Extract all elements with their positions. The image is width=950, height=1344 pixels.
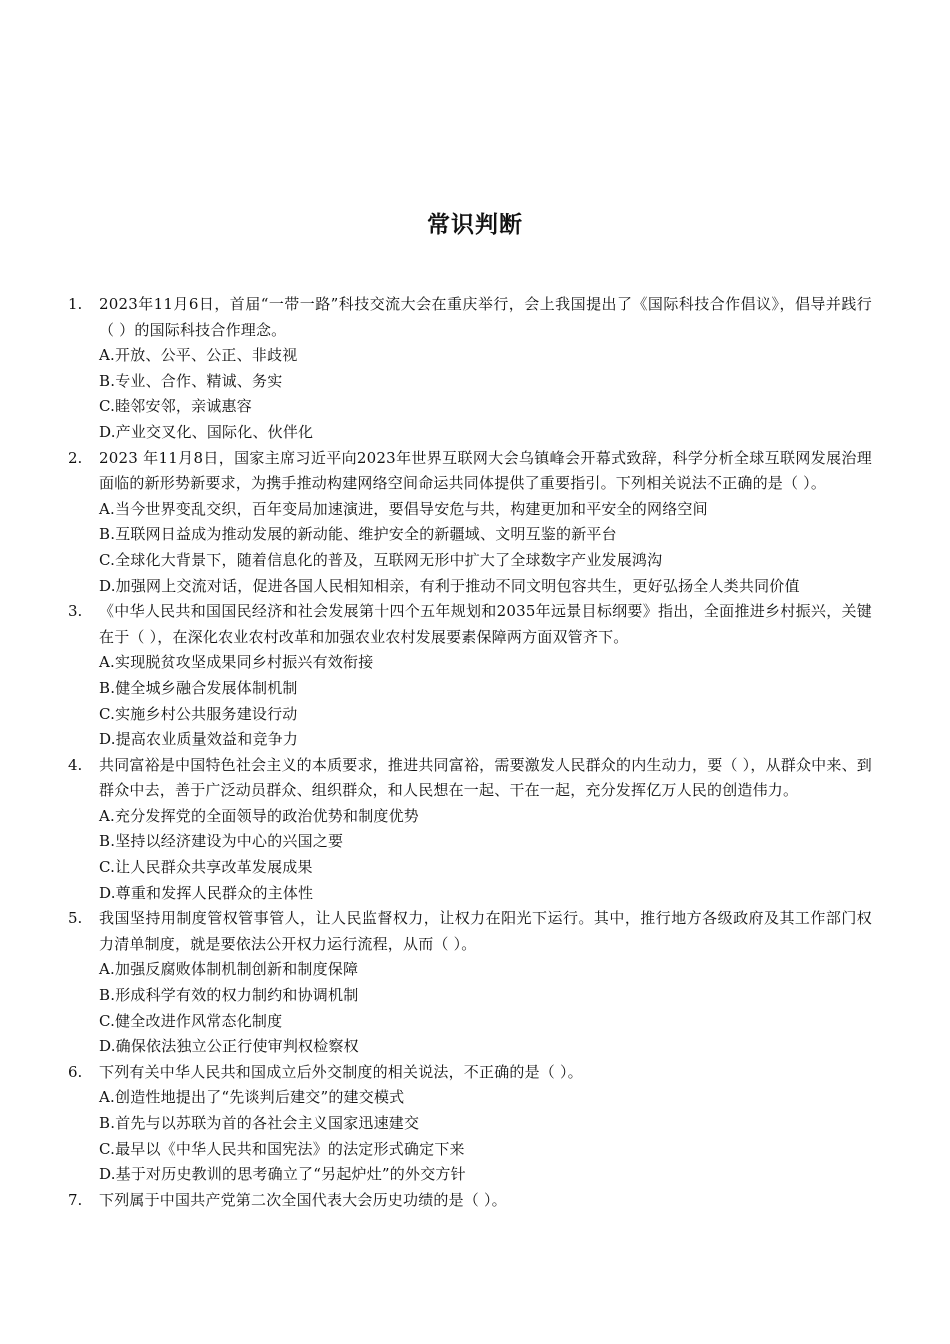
question-item <box>68 446 872 600</box>
question-number: 4. <box>68 755 83 774</box>
option-a: A.实现脱贫攻坚成果同乡村振兴有效衔接 <box>99 653 374 672</box>
question-stem: 下列有关中华人民共和国成立后外交制度的相关说法，不正确的是（ ）。 <box>99 1062 583 1081</box>
option-d: D.确保依法独立公正行使审判权检察权 <box>99 1037 359 1056</box>
option-a: A.创造性地提出了“先谈判后建交”的建交模式 <box>99 1088 405 1107</box>
question-item <box>68 599 872 753</box>
question-stem: 《中华人民共和国国民经济和社会发展第十四个五年规划和2035年远景目标纲要》指出，全面推进乡村振兴，关键在于（ ），在深化农业农村改革和加强农业农村发展要素保障两方面双管齐下。 <box>99 602 872 646</box>
question-item <box>68 906 872 1060</box>
question-number: 5. <box>68 909 83 928</box>
question-stem: 2023年11月6日，首届“一带一路”科技交流大会在重庆举行，会上我国提出了《国际科技合作倡议》，倡导并践行（ ）的国际科技合作理念。 <box>99 295 872 339</box>
question-item <box>68 1188 872 1214</box>
option-c: C.健全改进作风常态化制度 <box>99 1011 283 1030</box>
option-a: A.充分发挥党的全面领导的政治优势和制度优势 <box>99 806 420 825</box>
question-item <box>68 753 872 907</box>
option-b: B.坚持以经济建设为中心的兴国之要 <box>99 832 344 851</box>
question-stem: 我国坚持用制度管权管事管人，让人民监督权力，让权力在阳光下运行。其中，推行地方各级政府及其工作部门权力清单制度，就是要依法公开权力运行流程，从而（ ）。 <box>99 909 872 953</box>
option-b: B.形成科学有效的权力制约和协调机制 <box>99 986 359 1005</box>
question-number: 2. <box>68 448 83 467</box>
question-stem: 2023 年11月8日，国家主席习近平向2023年世界互联网大会乌镇峰会开幕式致辞，科学分析全球互联网发展治理面临的新形势新要求，为携手推动构建网络空间命运共同体提供了重要指引。下列相关说法不正确的是（ ）。 <box>99 448 872 493</box>
option-b: B.专业、合作、精诚、务实 <box>99 371 283 390</box>
option-c: C.让人民群众共享改革发展成果 <box>99 858 313 877</box>
question-number: 1. <box>68 295 83 313</box>
option-d: D.产业交叉化、国际化、伙伴化 <box>99 422 314 441</box>
option-d: D.提高农业质量效益和竞争力 <box>99 730 299 749</box>
question-number: 3. <box>68 602 83 621</box>
question-stem: 下列属于中国共产党第二次全国代表大会历史功绩的是（ ）。 <box>99 1190 507 1209</box>
option-c: C.睦邻安邻，亲诚惠容 <box>99 397 252 416</box>
question-number: 7. <box>68 1190 83 1209</box>
option-b: B.互联网日益成为推动发展的新动能、维护安全的新疆域、文明互鉴的新平台 <box>99 525 617 544</box>
option-c: C.实施乡村公共服务建设行动 <box>99 704 298 723</box>
option-a: A.当今世界变乱交织，百年变局加速演进，要倡导安危与共，构建更加和平安全的网络空间 <box>99 499 708 518</box>
page-title: 常识判断 <box>427 212 523 238</box>
option-d: D.基于对历史教训的思考确立了“另起炉灶”的外交方针 <box>99 1165 466 1184</box>
question-item <box>68 292 872 446</box>
question-number: 6. <box>68 1062 83 1081</box>
option-d: D.尊重和发挥人民群众的主体性 <box>99 883 314 902</box>
option-b: B.健全城乡融合发展体制机制 <box>99 678 298 697</box>
question-list <box>68 292 872 1213</box>
option-c: C.全球化大背景下，随着信息化的普及，互联网无形中扩大了全球数字产业发展鸿沟 <box>99 550 663 569</box>
option-a: A.开放、公平、公正、非歧视 <box>99 346 298 365</box>
question-stem: 共同富裕是中国特色社会主义的本质要求，推进共同富裕，需要激发人民群众的内生动力，要（ ），从群众中来、到群众中去，善于广泛动员群众、组织群众，和人民想在一起、干在一起，充分发挥亿万人民的创造伟力。 <box>99 755 872 800</box>
option-a: A.加强反腐败体制机制创新和制度保障 <box>99 960 359 979</box>
option-b: B.首先与以苏联为首的各社会主义国家迅速建交 <box>99 1114 420 1132</box>
question-item <box>68 1060 872 1188</box>
option-c: C.最早以《中华人民共和国宪法》的法定形式确定下来 <box>99 1139 465 1158</box>
option-d: D.加强网上交流对话，促进各国人民相知相亲，有利于推动不同文明包容共生，更好弘扬全人类共同价值 <box>99 576 800 595</box>
